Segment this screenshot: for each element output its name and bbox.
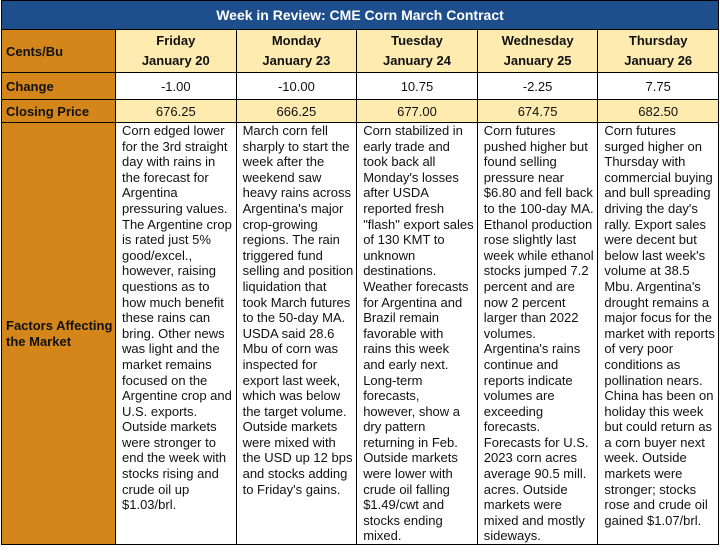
day-date: January 24 xyxy=(383,53,451,68)
closing-price-row xyxy=(2,100,719,123)
factors-row xyxy=(2,123,719,545)
closing-price-label: Closing Price xyxy=(2,100,116,123)
factors-thursday: Corn futures surged higher on Thursday with commercial buying and bull spreading driving the day's rally. Export sales were decent but below last week's volume at 38.5 Mbu. Argentina's drought remains a major focus for the market with reports of very poor conditions as pollination nears. China has been on holiday this week but could return as a corn buyer next week. Outside markets were stronger; stocks rose and crude oil gained $1.07/brl. xyxy=(598,123,719,545)
day-date: January 23 xyxy=(262,53,331,68)
closing-tuesday: 677.00 xyxy=(357,100,478,123)
change-tuesday: 10.75 xyxy=(357,73,478,100)
day-header-row xyxy=(2,30,719,73)
day-name: Monday xyxy=(271,33,321,48)
change-friday: -1.00 xyxy=(116,73,237,100)
factors-tuesday: Corn stabilized in early trade and took back all Monday's losses after USDA reported fresh "flash" export sales of 130 KMT to unknown destinations. Weather forecasts for Argentina and Brazil remain favorable with rains this week and early next. Long-term forecasts, however, show a dry pattern returning in Feb. Outside markets were lower with crude oil falling $1.49/cwt and stocks ending mixed. xyxy=(357,123,478,545)
day-header-monday xyxy=(236,30,357,73)
closing-monday: 666.25 xyxy=(236,100,357,123)
factors-wednesday: Corn futures pushed higher but found selling pressure near $6.80 and fell back to the 100-day MA. Ethanol production rose slightly last week while ethanol stocks jumped 7.2 percent and are now 2 percent larger than 2022 volumes. Argentina's rains continue and reports indicate volumes are exceeding forecasts. Forecasts for U.S. 2023 corn acres average 90.5 mill. acres. Outside markets were mixed and mostly sideways. xyxy=(477,123,598,545)
day-name: Wednesday xyxy=(501,33,574,48)
change-row xyxy=(2,73,719,100)
day-date: January 26 xyxy=(624,53,693,68)
day-name: Tuesday xyxy=(391,33,443,48)
closing-thursday: 682.50 xyxy=(598,100,719,123)
week-in-review-table xyxy=(1,0,719,545)
day-header-thursday xyxy=(598,30,719,73)
day-date: January 20 xyxy=(141,53,210,68)
day-header-wednesday xyxy=(477,30,598,73)
change-label: Change xyxy=(2,73,116,100)
factors-friday: Corn edged lower for the 3rd straight day with rains in the forecast for Argentina pressuring values. The Argentine crop is rated just 5% good/excel., however, raising questions as to how much benefit these rains can bring. Other news was light and the market remains focused on the Argentine crop and U.S. exports. Outside markets were stronger to end the week with stocks rising and crude oil up $1.03/brl. xyxy=(116,123,237,545)
day-header-friday xyxy=(116,30,237,73)
title-row xyxy=(2,1,719,30)
day-date: January 25 xyxy=(503,53,572,68)
day-name: Thursday xyxy=(628,33,688,48)
change-monday: -10.00 xyxy=(236,73,357,100)
table-title: Week in Review: CME Corn March Contract xyxy=(2,1,719,30)
cents-per-bushel-label: Cents/Bu xyxy=(2,30,116,73)
week-in-review-table-wrapper xyxy=(1,0,719,545)
change-thursday: 7.75 xyxy=(598,73,719,100)
day-header-tuesday xyxy=(357,30,478,73)
day-name: Friday xyxy=(156,33,196,48)
change-wednesday: -2.25 xyxy=(477,73,598,100)
factors-label: Factors Affecting the Market xyxy=(2,123,116,545)
closing-wednesday: 674.75 xyxy=(477,100,598,123)
factors-monday: March corn fell sharply to start the week after the weekend saw heavy rains across Argentina's major crop-growing regions. The rain triggered fund selling and position liquidation that took March futures to the 50-day MA. USDA said 28.6 Mbu of corn was inspected for export last week, which was below the target volume. Outside markets were mixed with the USD up 12 bps and stocks adding to Friday's gains. xyxy=(236,123,357,545)
closing-friday: 676.25 xyxy=(116,100,237,123)
